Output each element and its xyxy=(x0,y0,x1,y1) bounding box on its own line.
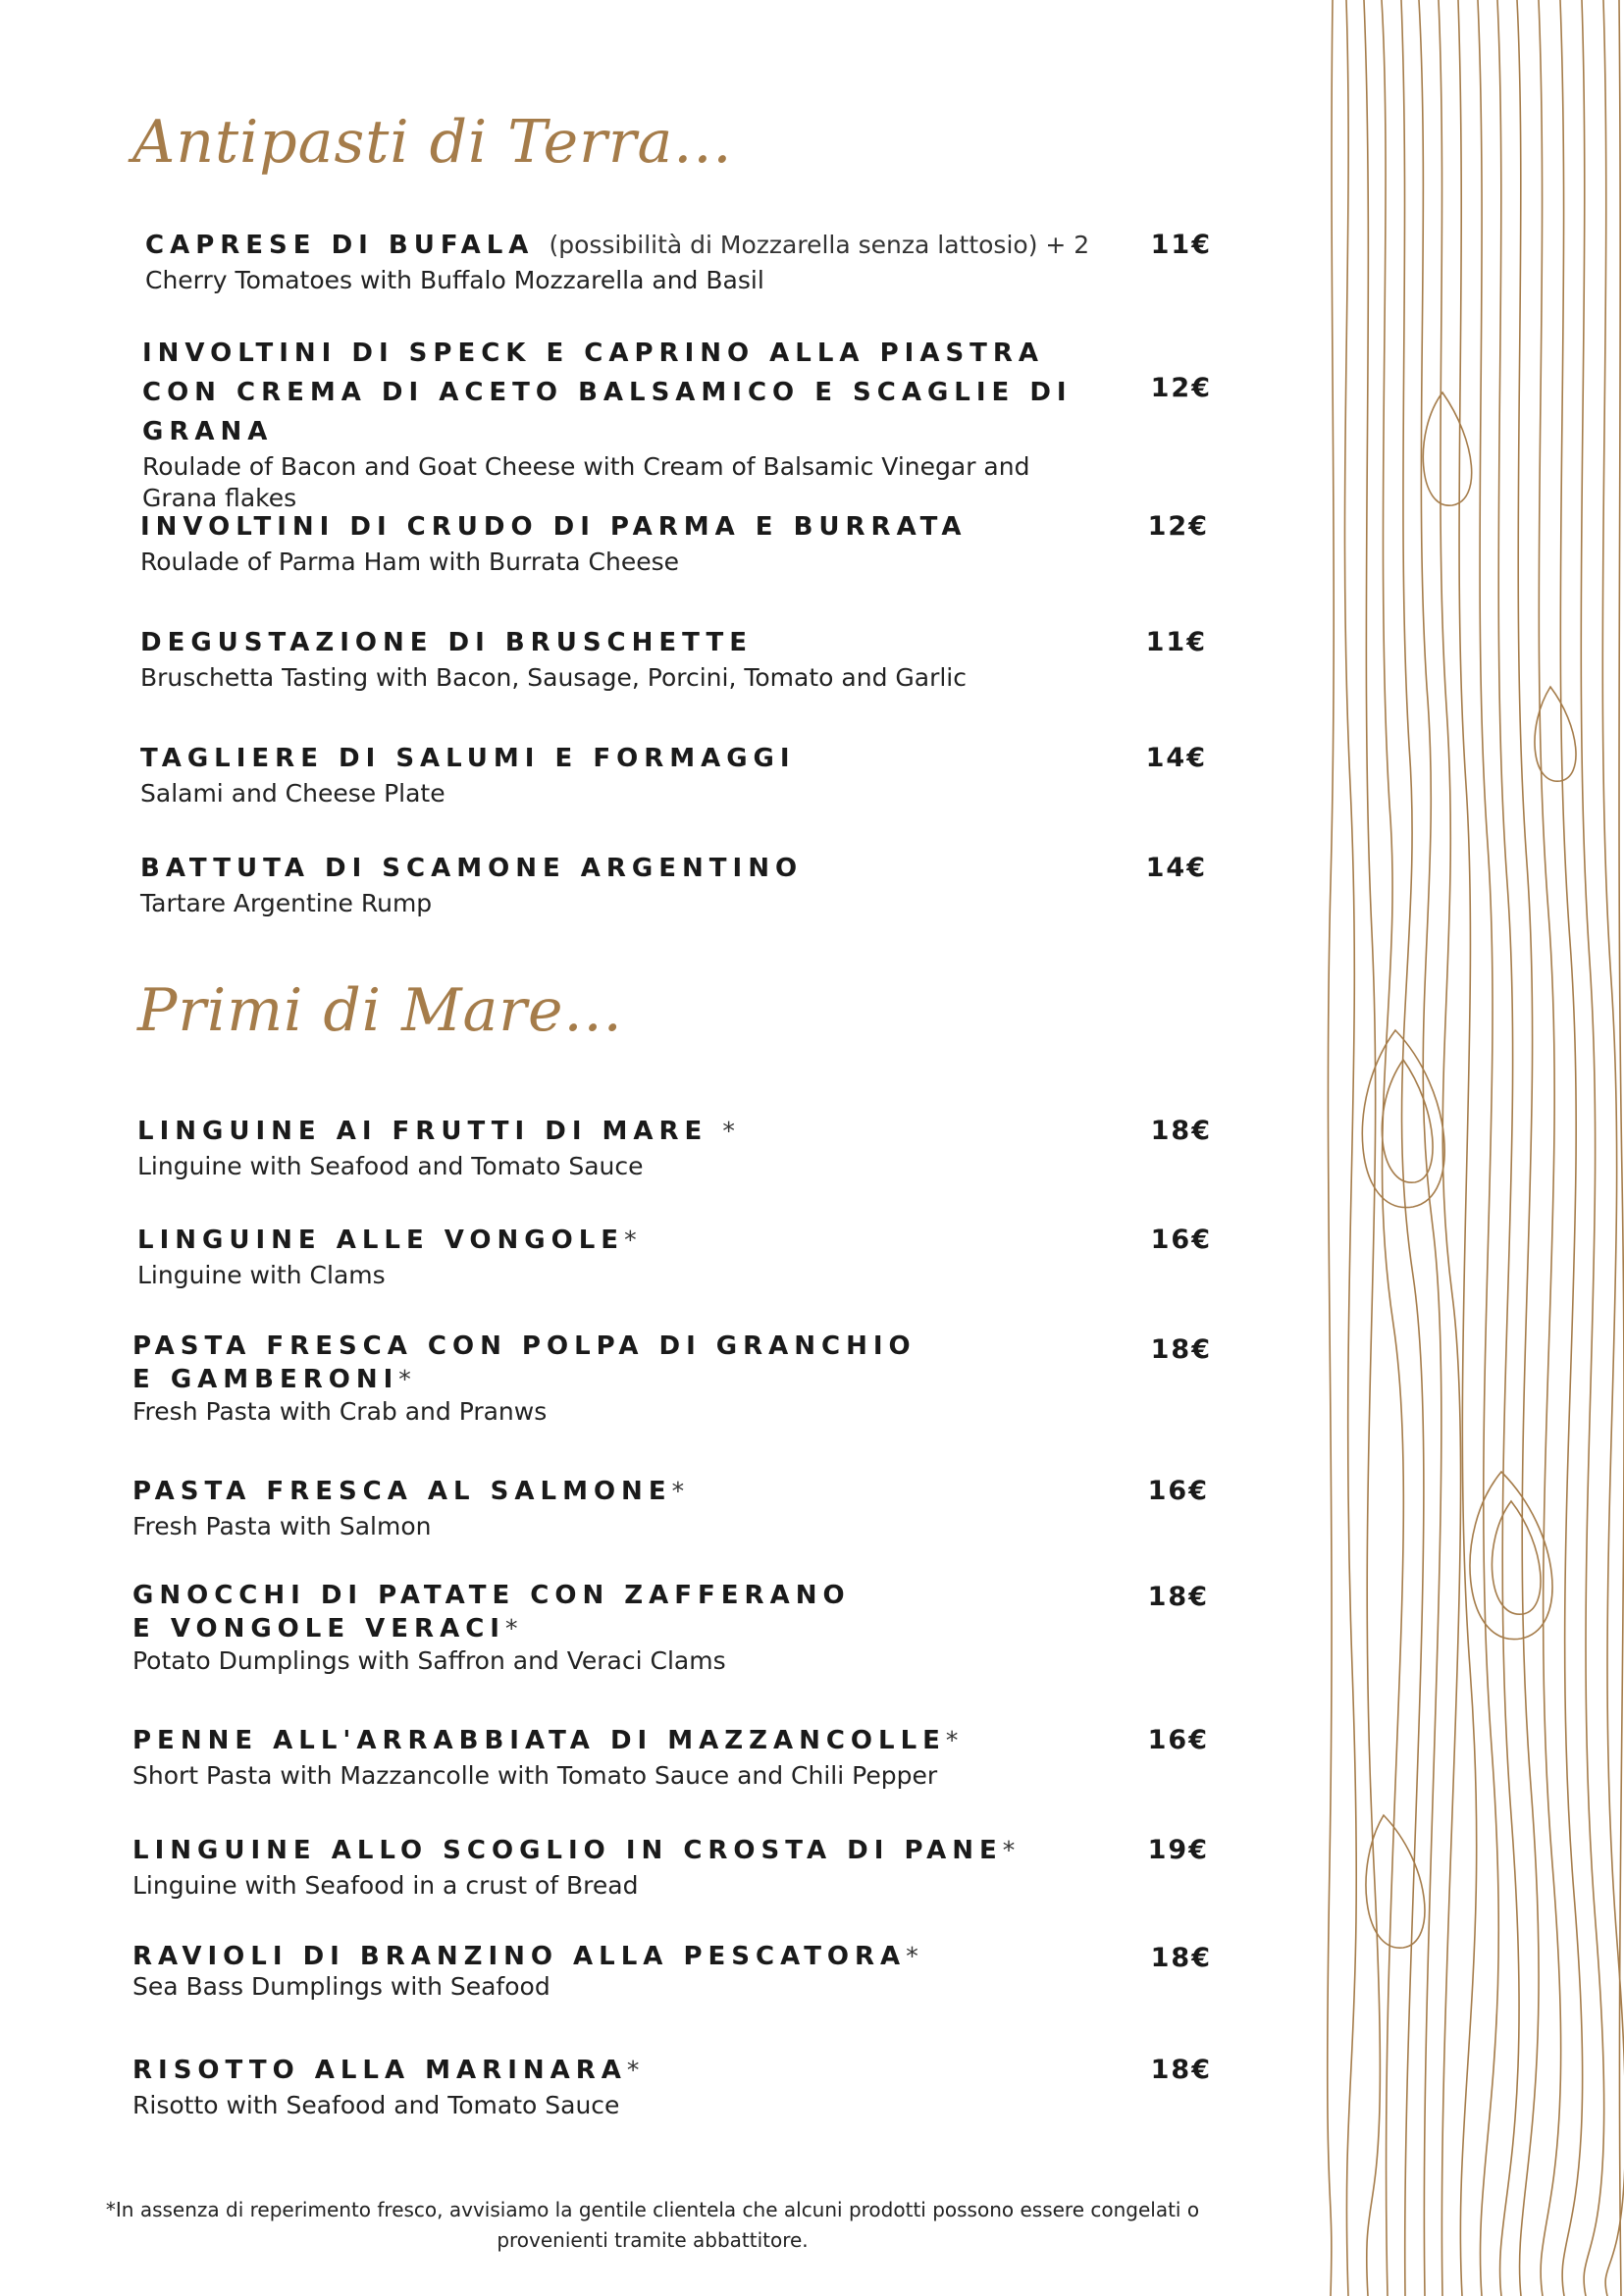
item-name: RAVIOLI DI BRANZINO ALLA PESCATORA xyxy=(132,1942,907,1971)
menu-item-involtini-crudo xyxy=(140,507,1122,578)
item-description: Fresh Pasta with Salmon xyxy=(132,1512,432,1540)
item-description: Linguine with Seafood and Tomato Sauce xyxy=(137,1152,644,1180)
item-price: 16€ xyxy=(1147,1725,1209,1755)
item-price: 14€ xyxy=(1145,743,1207,773)
item-description: Short Pasta with Mazzancolle with Tomato Sauce and Chili Pepper xyxy=(132,1761,938,1790)
item-description: Cherry Tomatoes with Buffalo Mozzarella and Basil xyxy=(145,266,764,294)
menu-item-linguine-scoglio xyxy=(132,1831,1114,1902)
item-description: Bruschetta Tasting with Bacon, Sausage, Porcini, Tomato and Garlic xyxy=(140,663,967,692)
item-name: RISOTTO ALLA MARINARA xyxy=(132,2056,627,2085)
item-description: Roulade of Parma Ham with Burrata Cheese xyxy=(140,548,679,576)
item-price: 16€ xyxy=(1150,1225,1212,1255)
item-note: * xyxy=(722,1117,735,1145)
menu-item-caprese xyxy=(145,226,1126,296)
footnote: *In assenza di reperimento fresco, avvisiamo la gentile clientela che alcuni prodotti possono essere congelati o provenienti tramite abbattitore. xyxy=(105,2198,1200,2252)
item-note: * xyxy=(945,1726,959,1754)
item-name: PASTA FRESCA CON POLPA DI GRANCHIO E GAMBERONI xyxy=(132,1331,917,1394)
item-name: LINGUINE ALLO SCOGLIO IN CROSTA DI PANE xyxy=(132,1836,1003,1865)
menu-item-gnocchi xyxy=(132,1580,878,1677)
item-note: (possibilità di Mozzarella senza lattosio) + 2 xyxy=(549,231,1090,259)
menu-item-tagliere xyxy=(140,739,1122,809)
item-name: LINGUINE AI FRUTTI DI MARE xyxy=(137,1117,708,1146)
item-price: 16€ xyxy=(1147,1476,1209,1506)
menu-item-involtini-speck xyxy=(142,334,1124,514)
item-name: TAGLIERE DI SALUMI E FORMAGGI xyxy=(140,744,796,773)
item-description: Linguine with Seafood in a crust of Bread xyxy=(132,1871,639,1900)
item-name: INVOLTINI DI CRUDO DI PARMA E BURRATA xyxy=(140,512,968,542)
item-description: Tartare Argentine Rump xyxy=(140,889,433,917)
item-name: PENNE ALL'ARRABBIATA DI MAZZANCOLLE xyxy=(132,1726,946,1755)
item-description: Risotto with Seafood and Tomato Sauce xyxy=(132,2091,620,2119)
menu-item-bruschette xyxy=(140,623,1122,694)
menu-item-linguine-vongole xyxy=(137,1221,1119,1291)
item-description: Salami and Cheese Plate xyxy=(140,779,445,808)
item-note: * xyxy=(504,1614,518,1643)
menu-item-linguine-frutti xyxy=(137,1112,1119,1182)
item-note: * xyxy=(626,2056,640,2084)
item-name: INVOLTINI DI SPECK E CAPRINO ALLA PIASTRA CON CREMA DI ACETO BALSAMICO E SCAGLIE DI GRANA xyxy=(142,339,1073,446)
item-name: CAPRESE DI BUFALA xyxy=(145,231,535,260)
item-note: * xyxy=(1002,1836,1016,1864)
menu-item-pasta-salmone xyxy=(132,1472,1114,1542)
item-description: Potato Dumplings with Saffron and Veraci Clams xyxy=(132,1646,726,1675)
item-name: DEGUSTAZIONE DI BRUSCHETTE xyxy=(140,628,753,657)
item-description: Roulade of Bacon and Goat Cheese with Cream of Balsamic Vinegar and Grana flakes xyxy=(142,452,1030,512)
item-note: * xyxy=(398,1365,411,1393)
wood-grain-decoration xyxy=(1325,0,1624,2296)
menu-item-ravioli xyxy=(132,1939,1114,2000)
item-name: GNOCCHI DI PATATE CON ZAFFERANO E VONGOLE VERACI xyxy=(132,1581,851,1644)
item-description: Linguine with Clams xyxy=(137,1261,386,1289)
item-price: 18€ xyxy=(1150,1334,1212,1365)
menu-item-risotto xyxy=(132,2051,1114,2121)
menu-item-penne xyxy=(132,1721,1114,1792)
item-price: 12€ xyxy=(1147,511,1209,542)
item-price: 18€ xyxy=(1150,1116,1212,1146)
item-name: LINGUINE ALLE VONGOLE xyxy=(137,1226,625,1255)
item-note: * xyxy=(624,1226,637,1254)
item-price: 18€ xyxy=(1147,1582,1209,1612)
item-price: 11€ xyxy=(1150,230,1212,260)
item-price: 19€ xyxy=(1147,1835,1209,1865)
item-note: * xyxy=(671,1477,685,1505)
item-name: BATTUTA DI SCAMONE ARGENTINO xyxy=(140,854,804,883)
menu-item-battuta xyxy=(140,849,1122,919)
item-price: 18€ xyxy=(1150,1943,1212,1973)
section-title-antipasti: Antipasti di Terra... xyxy=(132,108,733,177)
item-price: 18€ xyxy=(1150,2055,1212,2085)
menu-item-pasta-granchio xyxy=(132,1331,917,1428)
item-note: * xyxy=(906,1942,918,1970)
section-title-primi: Primi di Mare... xyxy=(137,976,623,1045)
item-price: 14€ xyxy=(1145,853,1207,883)
item-description: Fresh Pasta with Crab and Pranws xyxy=(132,1397,548,1426)
item-name: PASTA FRESCA AL SALMONE xyxy=(132,1477,672,1506)
item-price: 11€ xyxy=(1145,627,1207,657)
item-price: 12€ xyxy=(1150,373,1212,403)
item-description: Sea Bass Dumplings with Seafood xyxy=(132,1972,550,2001)
